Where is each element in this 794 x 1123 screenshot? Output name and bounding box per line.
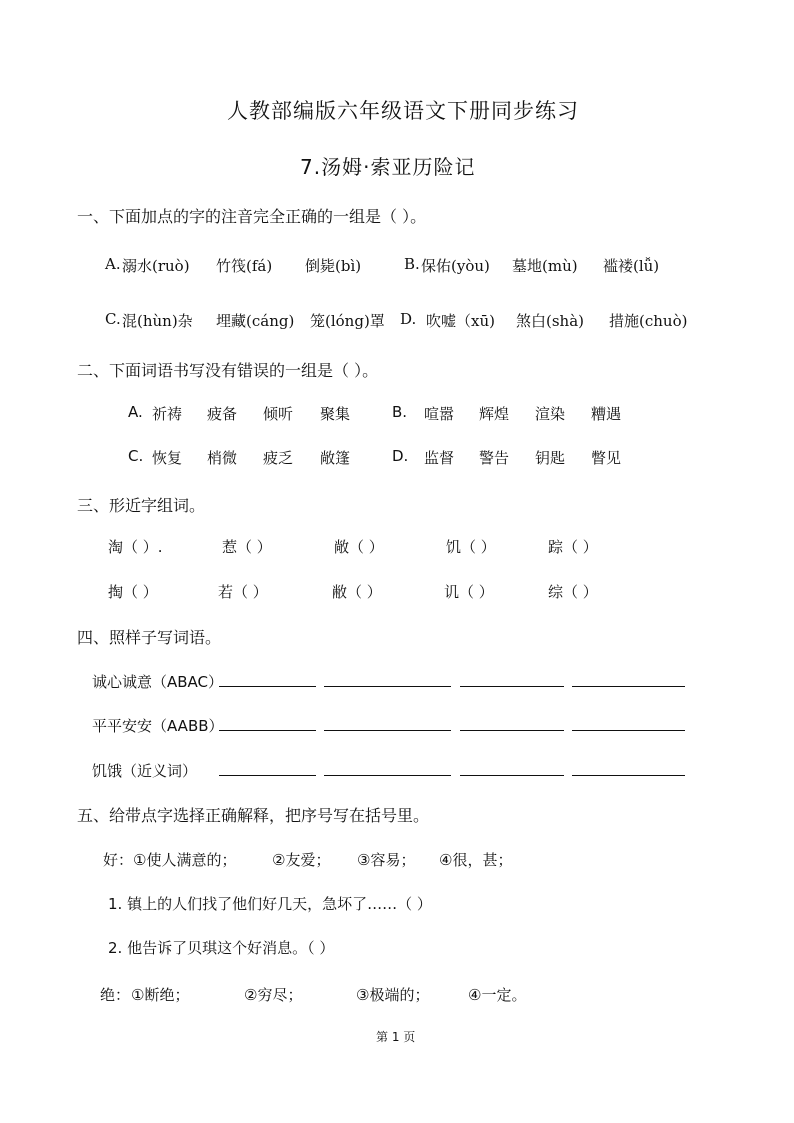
char-blank: 踪（ ） — [548, 538, 598, 556]
char-blank: 敝（ ） — [332, 583, 382, 601]
char-blank: 淘（ ）. — [108, 538, 163, 556]
option-item: 疲备 — [207, 405, 238, 423]
question-2-stem: 二、下面词语书写没有错误的一组是（ ）。 — [77, 361, 379, 380]
char-blank: 若（ ） — [218, 583, 268, 601]
answer-line[interactable] — [572, 686, 685, 687]
question-1-stem: 一、下面加点的字的注音完全正确的一组是（ ）。 — [77, 207, 427, 226]
definition: ①使人满意的； — [133, 851, 237, 869]
option-item: 倾听 — [263, 405, 294, 423]
option-item: 竹筏(fá) — [216, 257, 273, 275]
option-item: 倒毙(bì) — [305, 257, 362, 275]
option-item: 喧嚣 — [424, 405, 455, 423]
option-item: 煞白(shà) — [516, 312, 585, 330]
option-item: 混(hùn)杂 — [122, 312, 193, 330]
answer-line[interactable] — [460, 730, 564, 731]
option-item: 糟遇 — [591, 405, 622, 423]
option-label: C. — [128, 447, 144, 465]
option-item: 保佑(yòu) — [421, 257, 490, 275]
answer-line[interactable] — [219, 686, 316, 687]
target-char: 绝： — [100, 986, 131, 1004]
option-item: 辉煌 — [479, 405, 510, 423]
option-label: A. — [128, 403, 143, 421]
option-item: 梢微 — [207, 449, 238, 467]
option-item: 疲乏 — [263, 449, 294, 467]
option-item: 监督 — [424, 449, 455, 467]
definition: ②穷尽； — [244, 986, 303, 1004]
option-item: 墓地(mù) — [512, 257, 578, 275]
question-4-stem: 四、照样子写词语。 — [77, 628, 222, 647]
option-item: 恢复 — [152, 449, 183, 467]
answer-line[interactable] — [460, 686, 564, 687]
option-item: 措施(chuò) — [609, 312, 688, 330]
option-label: A. — [105, 255, 121, 273]
answer-line[interactable] — [572, 775, 685, 776]
option-item: 祈祷 — [152, 405, 183, 423]
definition: ④很，甚； — [439, 851, 513, 869]
char-blank: 惹（ ） — [222, 538, 272, 556]
char-blank: 综（ ） — [548, 583, 598, 601]
pattern-label: 诚心诚意（ABAC） — [92, 673, 224, 691]
char-blank: 敞（ ） — [334, 538, 384, 556]
definition: ③极端的； — [356, 986, 430, 1004]
option-label: C. — [105, 310, 121, 328]
option-item: 警告 — [479, 449, 510, 467]
option-label: B. — [404, 255, 420, 273]
pattern-label: 平平安安（AABB） — [92, 717, 224, 735]
option-item: 溺水(ruò) — [122, 257, 190, 275]
question-3-stem: 三、形近字组词。 — [77, 496, 206, 515]
sentence-1: 1. 镇上的人们找了他们好几天，急坏了……（ ） — [108, 895, 432, 913]
option-item: 钥匙 — [535, 449, 566, 467]
answer-line[interactable] — [572, 730, 685, 731]
option-item: 褴褛(lǚ) — [603, 257, 660, 275]
definition: ④一定。 — [468, 986, 527, 1004]
option-item: 笼(lóng)罩 — [310, 312, 385, 330]
option-item: 瞥见 — [591, 449, 622, 467]
option-item: 聚集 — [320, 405, 351, 423]
option-item: 吹嘘（xū) — [426, 312, 495, 330]
sentence-2: 2. 他告诉了贝琪这个好消息。（ ） — [108, 939, 335, 957]
option-label: D. — [392, 447, 409, 465]
option-label: B. — [392, 403, 408, 421]
option-label: D. — [400, 310, 417, 328]
answer-line[interactable] — [324, 775, 451, 776]
page-number: 第 1 页 — [376, 1030, 416, 1044]
pattern-label: 饥饿（近义词） — [92, 762, 198, 780]
option-item: 渲染 — [535, 405, 566, 423]
question-5-stem: 五、给带点字选择正确解释，把序号写在括号里。 — [77, 806, 430, 825]
definition: ①断绝； — [131, 986, 190, 1004]
option-item: 埋藏(cáng) — [216, 312, 295, 330]
definition: ③容易； — [357, 851, 416, 869]
target-char: 好： — [103, 851, 134, 869]
answer-line[interactable] — [219, 775, 316, 776]
page-title: 人教部编版六年级语文下册同步练习 — [227, 99, 579, 123]
char-blank: 掏（ ） — [108, 583, 158, 601]
answer-line[interactable] — [219, 730, 316, 731]
char-blank: 饥（ ） — [446, 538, 496, 556]
option-item: 敞篷 — [320, 449, 351, 467]
lesson-title: 7.汤姆·索亚历险记 — [300, 155, 476, 179]
char-blank: 讥（ ） — [444, 583, 494, 601]
answer-line[interactable] — [324, 686, 451, 687]
answer-line[interactable] — [324, 730, 451, 731]
answer-line[interactable] — [460, 775, 564, 776]
definition: ②友爱； — [272, 851, 331, 869]
